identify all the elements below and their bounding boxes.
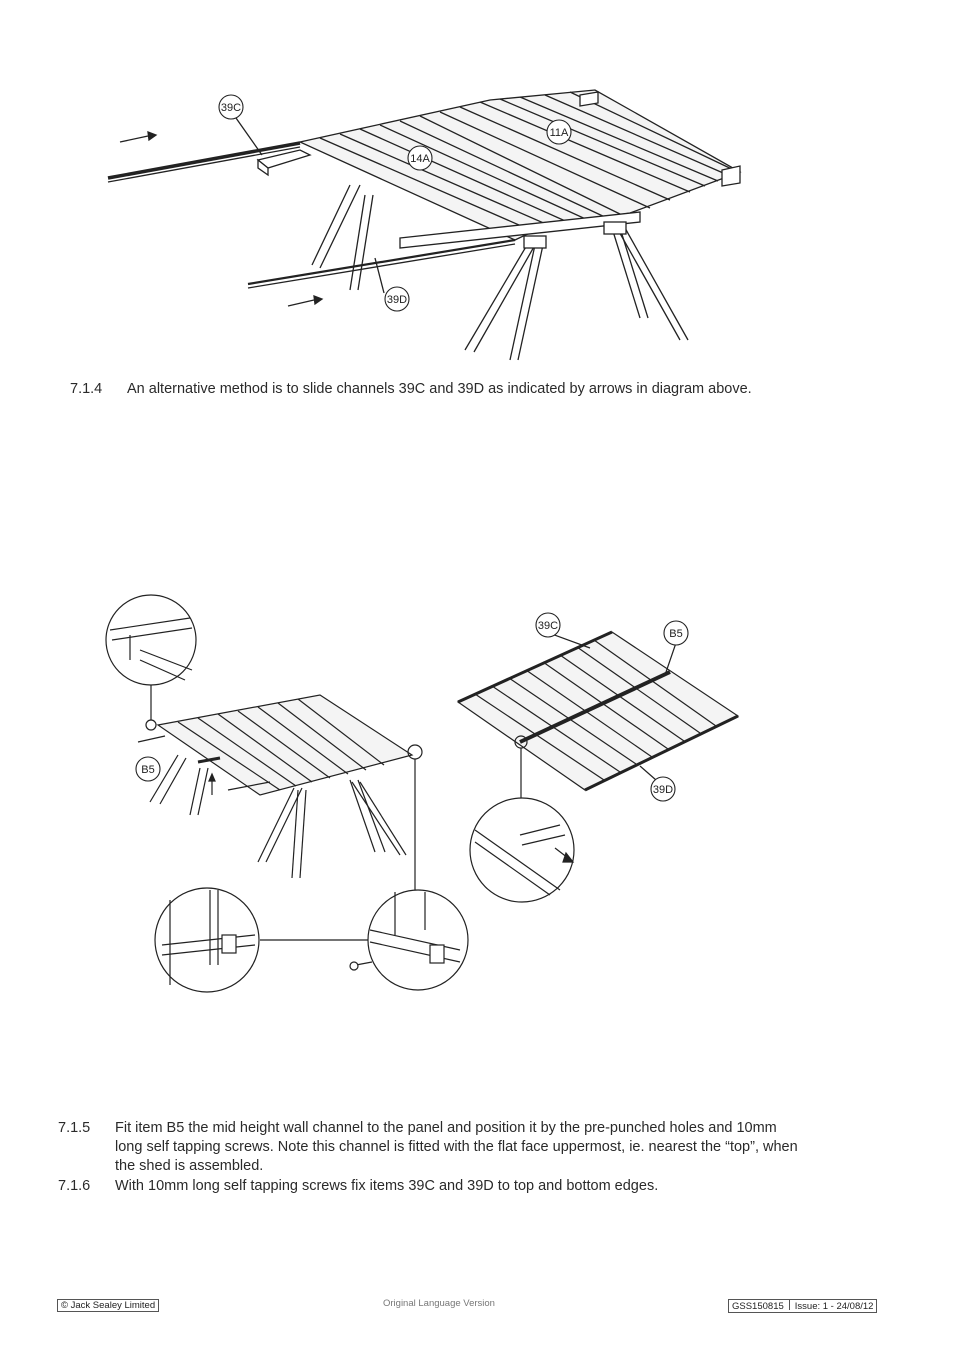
step-number: 7.1.4 [70,381,103,397]
copyright-text: © Jack Sealey Limited [61,1300,156,1311]
step-number: 7.1.5 [58,1120,91,1136]
footer-copyright [57,1299,159,1312]
footer-language-version [383,1298,495,1309]
step-number: 7.1.6 [58,1178,91,1194]
doc-code: GSS150815 [732,1301,784,1312]
label-14A: 14A [410,153,430,165]
step-text: An alternative method is to slide channels 39C and 39D as indicated by arrows in diagram above. [127,381,752,397]
label-11A: 11A [549,127,569,139]
diagram-channel-sliding [0,0,954,370]
step-7-1-6 [58,1177,898,1197]
step-text-line-2: long self tapping screws. Note this channel is fitted with the flat face uppermost, ie. nearest the “top”, when [115,1139,798,1155]
step-7-1-4 [70,380,890,400]
label-B5-right: B5 [669,628,683,640]
issue-text: Issue: 1 - 24/08/12 [794,1301,874,1312]
label-39C: 39C [220,102,242,114]
step-7-1-5 [58,1119,898,1177]
label-39D: 39D [386,294,408,306]
step-text: With 10mm long self tapping screws fix items 39C and 39D to top and bottom edges. [115,1178,659,1194]
step-text-line-1: Fit item B5 the mid height wall channel to the panel and position it by the pre-punched holes and 10mm [115,1120,777,1136]
diagram-channel-fitting [0,590,954,1000]
step-text-line-3: the shed is assembled. [115,1158,264,1174]
language-version-text: Original Language Version [383,1298,495,1309]
label-B5-left: B5 [141,764,155,776]
label-39C-right: 39C [537,620,559,632]
label-39D-right: 39D [652,784,674,796]
footer-doc-ref [728,1299,877,1313]
separator [789,1300,790,1310]
